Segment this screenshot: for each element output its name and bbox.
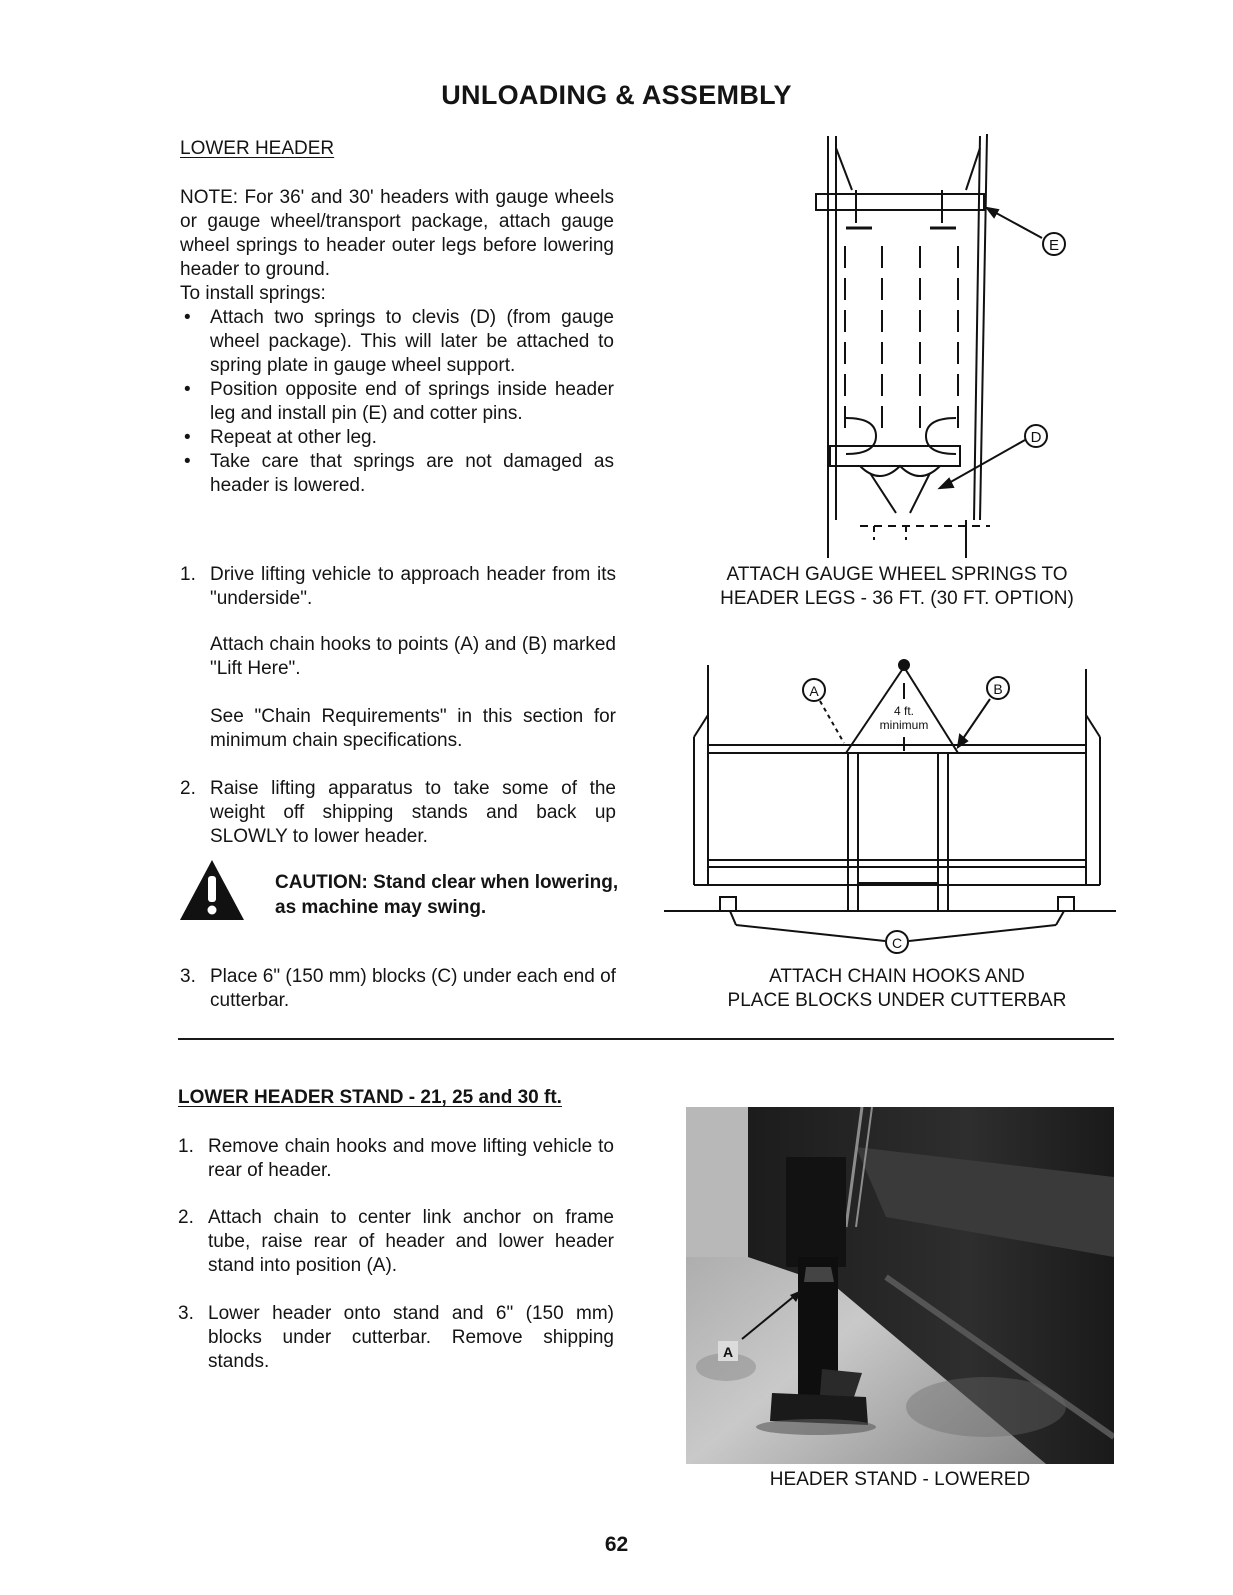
bullet-item: • Attach two springs to clevis (D) (from gauge wheel package). This will later be attached to spring plate in gauge wheel support. — [180, 306, 614, 378]
section-heading-lower-header: LOWER HEADER — [180, 138, 335, 159]
install-intro: To install springs: — [180, 283, 326, 304]
step-text: Attach chain to center link anchor on frame tube, raise rear of header and lower header stand into position (A). — [208, 1207, 614, 1276]
callout-leader — [940, 440, 1025, 488]
photo-caption: HEADER STAND - LOWERED — [769, 1469, 1031, 1490]
install-bullets — [180, 306, 614, 498]
callout-c-label: C — [891, 935, 903, 951]
section-divider — [178, 1038, 1114, 1040]
chain-hooks-diagram — [660, 655, 1120, 960]
warning-triangle-icon — [178, 858, 246, 922]
step-text: Lower header onto stand and 6" (150 mm) blocks under cutterbar. Remove shipping stands. — [208, 1303, 614, 1372]
step-number: 1. — [178, 1136, 194, 1157]
page-title: UNLOADING & ASSEMBLY — [441, 80, 792, 110]
caption-line: ATTACH GAUGE WHEEL SPRINGS TO — [726, 564, 1068, 585]
frame-post — [848, 753, 858, 911]
header-stand-photo — [686, 1107, 1114, 1464]
note-paragraph — [180, 186, 614, 282]
note-text: For 36' and 30' headers with gauge wheels or gauge wheel/transport package, attach gauge wheel springs to header outer legs before lowering header to ground. — [180, 187, 615, 280]
step-text: Attach chain hooks to points (A) and (B) marked "Lift Here". — [210, 634, 616, 679]
caution-text: CAUTION: Stand clear when lowering, as machine may swing. — [275, 872, 619, 918]
bullet-item: • Position opposite end of springs inside header leg and install pin (E) and cotter pins. — [180, 378, 614, 426]
step-number: 2. — [178, 1207, 194, 1228]
callout-b-label: B — [993, 681, 1003, 697]
caption-line: PLACE BLOCKS UNDER CUTTERBAR — [727, 990, 1067, 1011]
step-text: Drive lifting vehicle to approach header from its "underside". — [210, 564, 616, 609]
step-number: 1. — [180, 564, 196, 585]
stand-bracket — [786, 1157, 846, 1267]
figure-2-caption — [680, 965, 1114, 1013]
note-label: NOTE: — [180, 187, 239, 208]
step-text: Remove chain hooks and move lifting vehicle to rear of header. — [208, 1136, 614, 1181]
clevis-plate — [830, 446, 960, 466]
step-number: 2. — [180, 778, 196, 799]
step-number: 3. — [180, 966, 196, 987]
figure-1-caption — [680, 563, 1114, 611]
dimension-line-1: 4 ft. — [893, 704, 915, 718]
dimension-line-2: minimum — [879, 718, 929, 732]
step-number: 3. — [178, 1303, 194, 1324]
section-heading-lower-header-stand: LOWER HEADER STAND - 21, 25 and 30 ft. — [178, 1087, 562, 1108]
step-text: See "Chain Requirements" in this section for minimum chain specifications. — [210, 706, 616, 751]
spring-hook — [846, 418, 876, 454]
step-text: Place 6" (150 mm) blocks (C) under each end of cutterbar. — [210, 966, 616, 1011]
bullet-item: • Take care that springs are not damaged as header is lowered. — [180, 450, 614, 498]
caption-line: HEADER LEGS - 36 FT. (30 FT. OPTION) — [720, 588, 1074, 609]
photo-callout-a-label: A — [722, 1344, 734, 1360]
caption-line: ATTACH CHAIN HOOKS AND — [769, 966, 1025, 987]
pin-bar — [816, 194, 984, 210]
callout-a-label: A — [809, 683, 819, 699]
bullet-item: • Repeat at other leg. — [180, 426, 614, 450]
gauge-wheel-springs-diagram — [790, 128, 1090, 560]
note-block — [180, 186, 614, 498]
spring-hook — [926, 418, 956, 454]
callout-d-label: D — [1030, 429, 1042, 446]
callout-e-label: E — [1048, 237, 1060, 254]
step-text: Raise lifting apparatus to take some of the weight off shipping stands and back up SLOWLY to lower header. — [210, 778, 616, 847]
page-number: 62 — [604, 1533, 629, 1556]
cutterbar-block — [1058, 897, 1074, 911]
lift-ring-icon — [899, 660, 909, 670]
frame-post — [938, 753, 948, 911]
cutterbar-block — [720, 897, 736, 911]
